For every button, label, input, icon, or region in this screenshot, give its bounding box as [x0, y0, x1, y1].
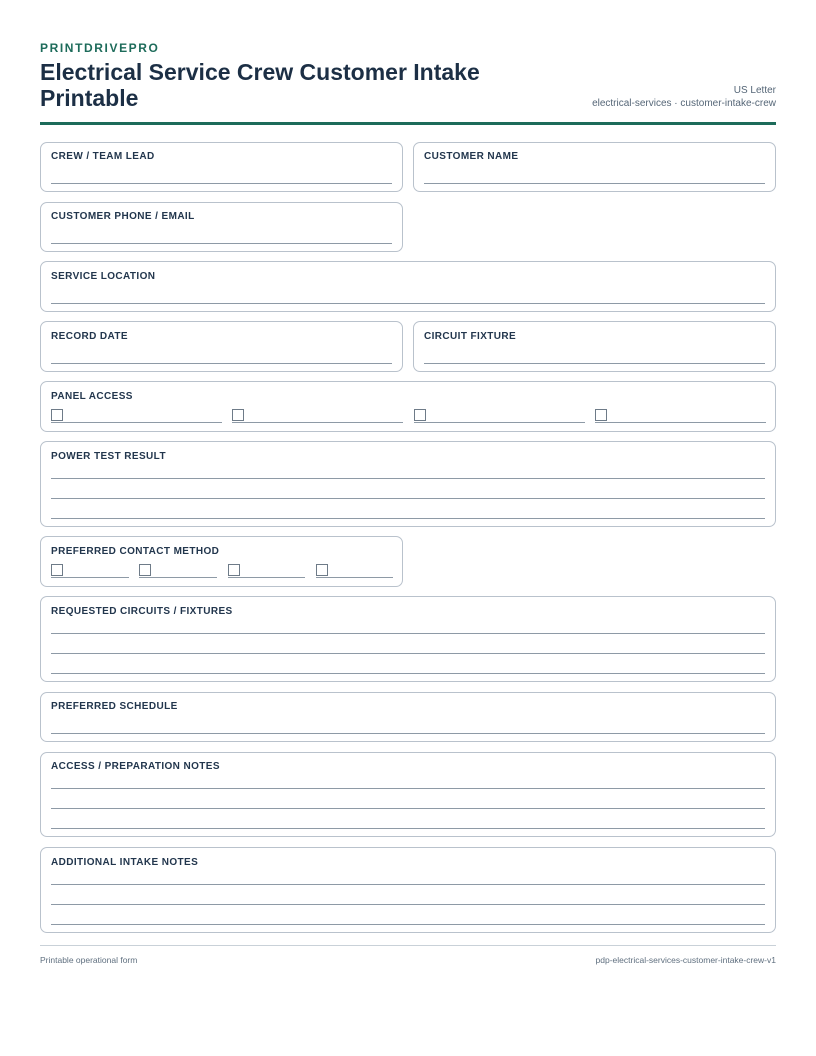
panel-access-option[interactable]	[595, 409, 766, 423]
paper-format: US Letter	[733, 85, 776, 96]
checkbox[interactable]	[414, 409, 426, 421]
write-line[interactable]	[51, 653, 765, 654]
checkbox[interactable]	[316, 564, 328, 576]
preferred-contact-field	[40, 536, 403, 587]
service-location-field[interactable]	[40, 261, 776, 312]
contact-option[interactable]	[228, 564, 305, 578]
preferred-schedule-field[interactable]	[40, 692, 776, 742]
contact-option[interactable]	[51, 564, 129, 578]
field-label: CREW / TEAM LEAD	[51, 151, 155, 162]
field-label: PANEL ACCESS	[51, 391, 133, 402]
option-line	[51, 422, 222, 423]
option-line	[414, 422, 585, 423]
checkbox[interactable]	[595, 409, 607, 421]
field-label: CUSTOMER PHONE / EMAIL	[51, 211, 195, 222]
field-label: ADDITIONAL INTAKE NOTES	[51, 857, 199, 868]
footer-description: Printable operational form	[40, 955, 138, 965]
write-line[interactable]	[51, 183, 392, 184]
page-title: Electrical Service Crew Customer Intake Printable	[40, 59, 480, 111]
panel-access-option[interactable]	[51, 409, 222, 423]
page-footer	[40, 945, 776, 965]
requested-circuits-field[interactable]	[40, 596, 776, 682]
option-line	[51, 577, 129, 578]
additional-notes-field[interactable]	[40, 847, 776, 933]
option-line	[232, 422, 403, 423]
field-label: PREFERRED SCHEDULE	[51, 701, 178, 712]
panel-access-option[interactable]	[414, 409, 585, 423]
footer-form-id: pdp-electrical-services-customer-intake-crew-v1	[595, 955, 776, 965]
panel-access-field	[40, 381, 776, 432]
field-label: REQUESTED CIRCUITS / FIXTURES	[51, 606, 233, 617]
field-label: POWER TEST RESULT	[51, 451, 166, 462]
checkbox[interactable]	[232, 409, 244, 421]
checkbox[interactable]	[51, 409, 63, 421]
write-line[interactable]	[51, 788, 765, 789]
option-line	[139, 577, 217, 578]
field-label: CUSTOMER NAME	[424, 151, 519, 162]
field-label: RECORD DATE	[51, 331, 128, 342]
option-line	[228, 577, 305, 578]
write-line[interactable]	[51, 733, 765, 734]
access-notes-field[interactable]	[40, 752, 776, 837]
form-header	[40, 40, 776, 125]
customer-name-field[interactable]	[413, 142, 776, 192]
write-line[interactable]	[51, 828, 765, 829]
field-label: ACCESS / PREPARATION NOTES	[51, 761, 220, 772]
write-line[interactable]	[51, 518, 765, 519]
write-line[interactable]	[51, 243, 392, 244]
field-label: CIRCUIT FIXTURE	[424, 331, 517, 342]
option-line	[595, 422, 766, 423]
write-line[interactable]	[51, 884, 765, 885]
customer-contact-field[interactable]	[40, 202, 403, 252]
option-line	[316, 577, 393, 578]
write-line[interactable]	[51, 478, 765, 479]
write-line[interactable]	[51, 363, 392, 364]
write-line[interactable]	[51, 633, 765, 634]
write-line[interactable]	[51, 924, 765, 925]
write-line[interactable]	[51, 498, 765, 499]
header-meta	[592, 84, 776, 110]
write-line[interactable]	[51, 673, 765, 674]
crew-lead-field[interactable]	[40, 142, 403, 192]
panel-access-option[interactable]	[232, 409, 403, 423]
write-line[interactable]	[51, 904, 765, 905]
write-line[interactable]	[51, 808, 765, 809]
checkbox[interactable]	[228, 564, 240, 576]
field-label: PREFERRED CONTACT METHOD	[51, 546, 220, 557]
record-date-field[interactable]	[40, 321, 403, 372]
circuit-fixture-field[interactable]	[413, 321, 776, 372]
checkbox[interactable]	[139, 564, 151, 576]
contact-option[interactable]	[139, 564, 217, 578]
form-slug: electrical-services · customer-intake-crew	[592, 98, 776, 109]
write-line[interactable]	[51, 303, 765, 304]
form-page	[40, 40, 776, 125]
checkbox[interactable]	[51, 564, 63, 576]
power-test-result-field[interactable]	[40, 441, 776, 527]
write-line[interactable]	[424, 183, 765, 184]
write-line[interactable]	[424, 363, 765, 364]
contact-option[interactable]	[316, 564, 393, 578]
field-label: SERVICE LOCATION	[51, 271, 156, 282]
brand-logo-text: PRINTDRIVEPRO	[40, 41, 160, 55]
